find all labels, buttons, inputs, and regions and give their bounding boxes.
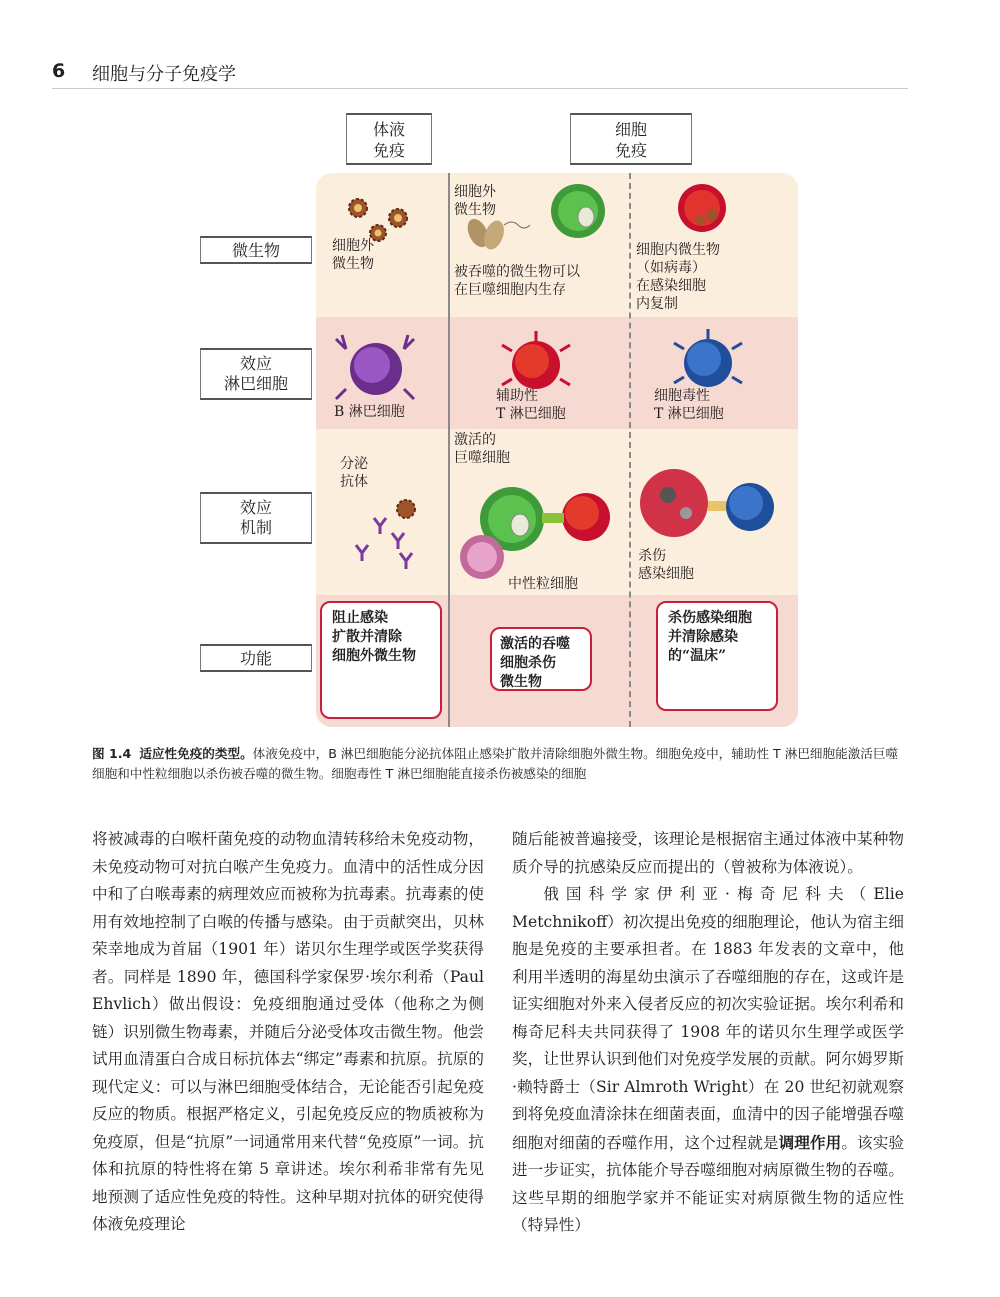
phagocytosed-bacillus-icon — [464, 216, 530, 253]
antibody-icon — [356, 500, 415, 569]
adaptive-immunity-figure — [316, 173, 798, 727]
body-paragraph: 俄国科学家伊利亚·梅奇尼科夫（Elie Metchnikoff）初次提出免疫的细胞理论，他认为宿主细胞是免疫的主要承担者。在 1883 年发表的文章中，他利用半透明的海星幼虫演示了吞噬细胞的存在，这或许是证实细胞对外来入侵者反应的初次实验证据。埃尔利希和梅奇尼科夫共同获得了 1908 年的诺贝尔生理学或医学奖，让世界认识到他们对免疫学发展的贡献。阿尔姆罗斯·赖特爵士（Sir Almroth Wright）在 20 世纪初就观察到将免疫血清涂抹在细菌表面，血清中的因子能增强吞噬细胞对细菌的吞噬作用，这个过程就是调理作用。该实验进一步证实，抗体能介导吞噬细胞对病原微生物的吞噬。这些早期的细胞学家并不能证实对病原微生物的适应性（特异性） — [512, 885, 904, 1234]
label-helper-t-cell: 辅助性 T 淋巴细胞 — [496, 388, 566, 422]
body-right-column — [512, 826, 904, 1240]
label-secreted-antibody: 分泌 抗体 — [340, 456, 368, 490]
page-number: 6 — [52, 60, 66, 82]
row-label-function: 功能 — [200, 644, 312, 672]
label-b-cell: B 淋巴细胞 — [334, 404, 405, 420]
label-activated-macrophage: 激活的 巨噬细胞 — [454, 432, 510, 466]
body-paragraph: 将被减毒的白喉杆菌免疫的动物血清转移给未免疫动物，未免疫动物可对抗白喉产生免疫力。血清中的活性成分因中和了白喉毒素的病理效应而被称为抗毒素。抗毒素的使用有效地控制了白喉的传播与感染。由于贡献突出，贝林荣幸地成为首届（1901 年）诺贝尔生理学或医学奖获得者。同样是 1890 年，德国科学家保罗·埃尔利希（Paul Ehvlich）做出假设：免疫细胞通过受体（他称之为侧链）识别微生物毒素，并随后分泌受体攻击微生物。他尝试用血清蛋白合成日标抗体去“绑定”毒素和抗原。抗原的现代定义：可以与淋巴细胞受体结合，无论能否引起免疫反应的物质。根据严格定义，引起免疫反应的物质被称为免疫原，但是“抗原”一词通常用来代替“免疫原”一词。抗体和抗原的特性将在第 5 章讲述。埃尔利希非常有先见地预测了适应性免疫的特性。这种早期对抗体的研究使得体液免疫理论 — [92, 830, 484, 1233]
humoral-immunity-header: 体液 免疫 — [346, 113, 432, 165]
label-extracellular-microbe-2: 细胞外 微生物 — [454, 184, 496, 218]
caption-text: 体液免疫中，B 淋巴细胞能分泌抗体阻止感染扩散并清除细胞外微生物。细胞免疫中，辅助性 T 淋巴细胞能激活巨噬细胞和中性粒细胞以杀伤被吞噬的微生物。细胞毒性 T 淋巴细胞能直接杀伤被感染的细胞 — [92, 746, 899, 781]
label-kill-infected-cell: 杀伤 感染细胞 — [638, 548, 694, 582]
label-extracellular-microbe: 细胞外 微生物 — [332, 238, 374, 272]
cytotoxic-t-cell-icon — [674, 329, 742, 387]
killed-cell-icon — [640, 469, 774, 537]
function-box-cytotoxic: 杀伤感染细胞 并清除感染 的“温床” — [656, 601, 778, 711]
label-neutrophil: 中性粒细胞 — [508, 576, 578, 592]
row-label-effector-mechanism: 效应 机制 — [200, 492, 312, 544]
extracellular-bacteria-icon — [349, 199, 407, 241]
header-rule — [52, 88, 908, 89]
caption-title: 适应性免疫的类型。 — [139, 746, 253, 761]
label-cytotoxic-t-cell: 细胞毒性 T 淋巴细胞 — [654, 388, 724, 422]
caption-label: 图 1.4 — [92, 746, 132, 761]
function-box-macrophage: 激活的吞噬 细胞杀伤 微生物 — [490, 627, 592, 691]
helper-t-cell-icon — [502, 331, 570, 389]
figure-caption — [92, 744, 910, 784]
infected-cell-red-icon — [678, 184, 726, 232]
label-phagocytosed-survival: 被吞噬的微生物可以 在巨噬细胞内生存 — [454, 264, 580, 298]
row-label-effector-lymphocyte: 效应 淋巴细胞 — [200, 348, 312, 400]
neutrophil-icon — [460, 535, 504, 579]
body-left-column — [92, 826, 484, 1239]
cellular-immunity-header: 细胞 免疫 — [570, 113, 692, 165]
function-box-humoral: 阻止感染 扩散并清除 细胞外微生物 — [320, 601, 442, 719]
bold-term-opsonization: 调理作用 — [778, 1132, 842, 1152]
running-title: 细胞与分子免疫学 — [92, 64, 236, 85]
b-cell-icon — [336, 335, 414, 399]
body-paragraph: 随后能被普遍接受，该理论是根据宿主通过体液中某种物质介导的抗感染反应而提出的（曾被称为体液说）。 — [512, 830, 904, 876]
activated-macrophage-icon — [480, 487, 610, 551]
label-intracellular-microbe: 细胞内微生物 （如病毒） 在感染细胞 内复制 — [636, 242, 720, 312]
row-label-microbe: 微生物 — [200, 236, 312, 264]
macrophage-green-icon — [551, 184, 605, 238]
